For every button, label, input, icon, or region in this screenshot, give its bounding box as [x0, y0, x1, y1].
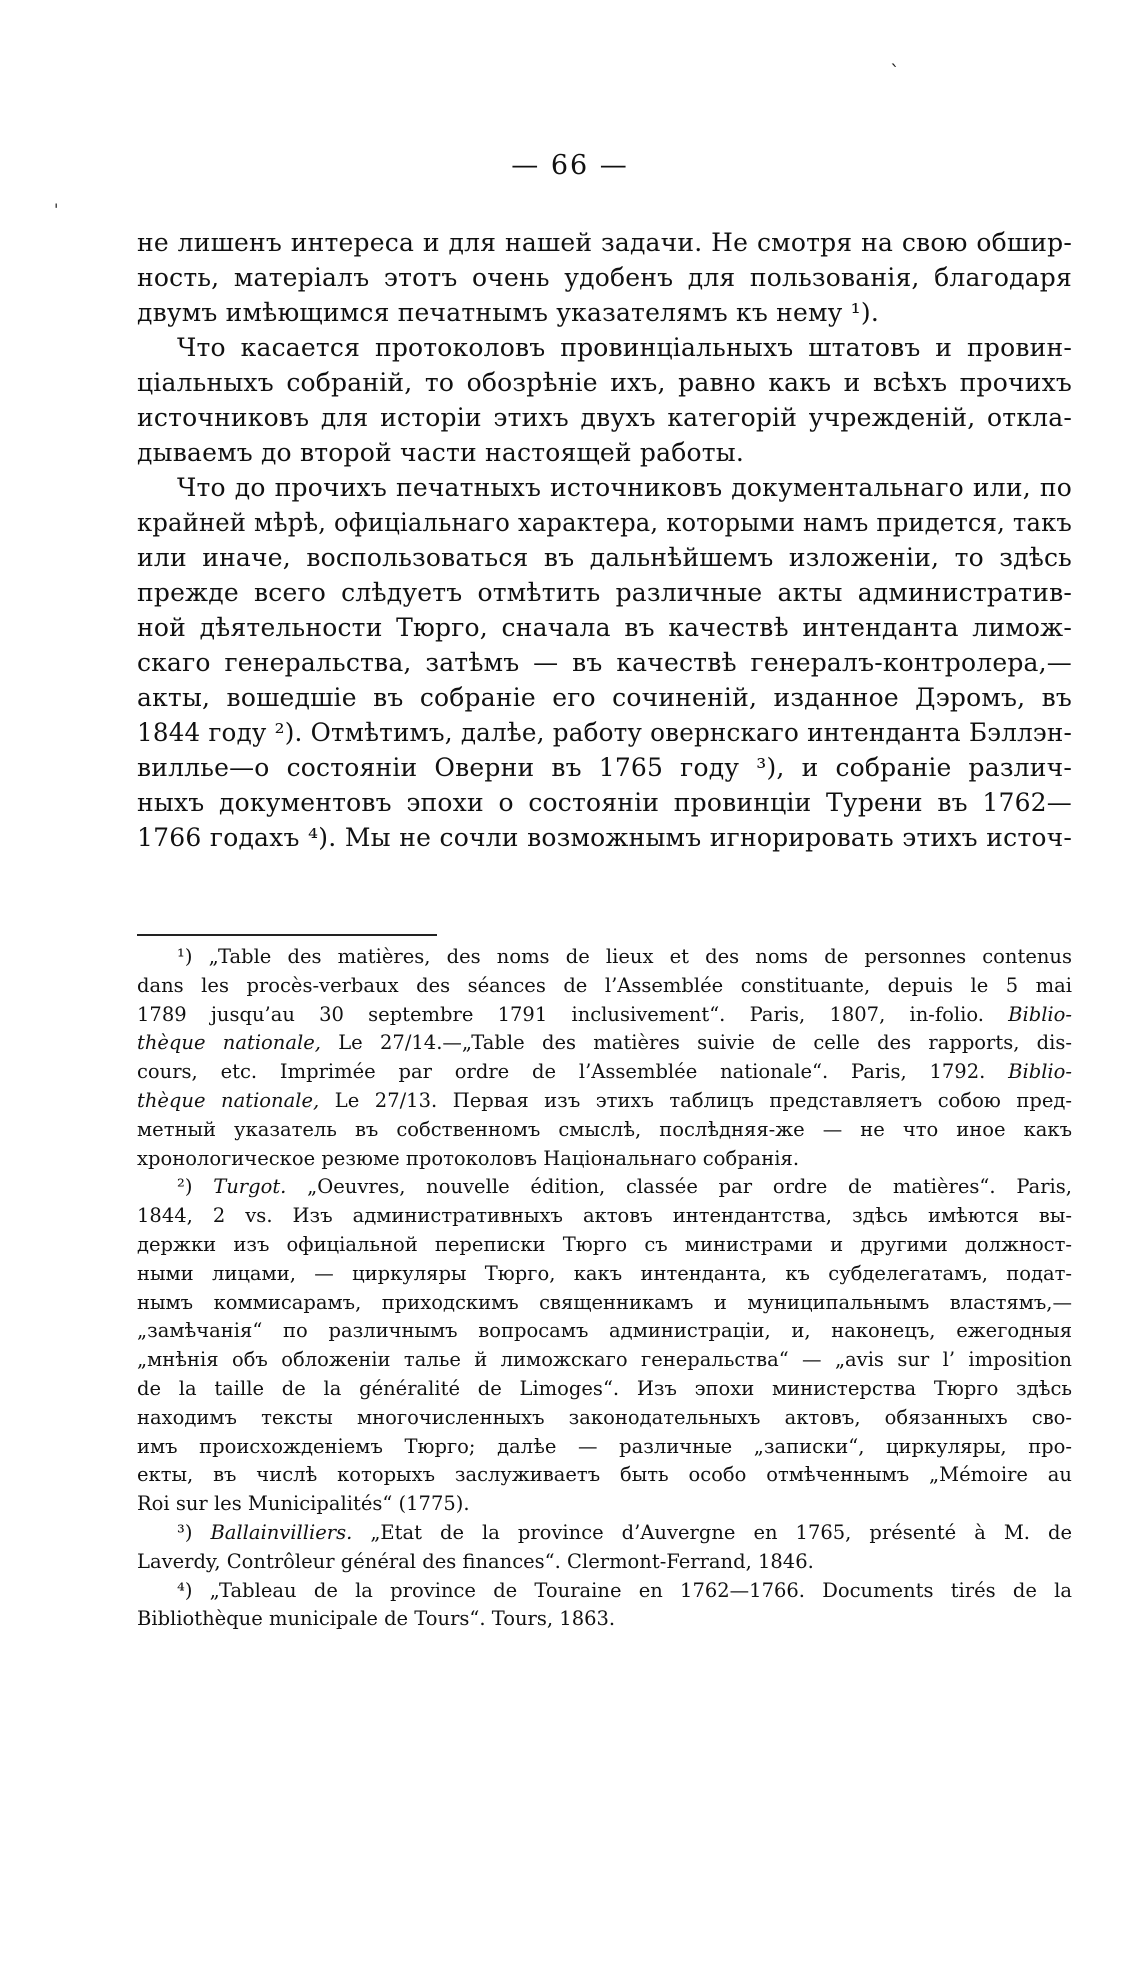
text-line: ность, матеріалъ этотъ очень удобенъ для пользованія, благодаря [137, 263, 1072, 292]
text-line: ціальныхъ собраній, то обозрѣніе ихъ, равно какъ и всѣхъ прочихъ [137, 368, 1072, 397]
footnote-line: de la taille de la généralité de Limoges“. Изъ эпохи министерства Тюрго здѣсь [137, 1376, 1072, 1400]
text-line: крайней мѣрѣ, офиціальнаго характера, которыми намъ придется, такъ [137, 508, 1072, 537]
text-line: прежде всего слѣдуетъ отмѣтить различные акты административ- [137, 578, 1072, 607]
stray-ink-mark: ` [890, 60, 900, 84]
footnote-line: ²) Turgot. „Oeuvres, nouvelle édition, classée par ordre de matières“. Paris, [177, 1175, 1072, 1199]
page-number: — 66 — [511, 150, 629, 181]
text-line: источниковъ для исторіи этихъ двухъ категорій учрежденій, откла- [137, 403, 1072, 432]
stray-ink-mark: ' [54, 200, 59, 219]
footnote-line: 1789 jusqu’au 30 septembre 1791 inclusivement“. Paris, 1807, in-folio. Biblio- [137, 1002, 1072, 1026]
footnote-line: thèque nationale, Le 27/14.—„Table des matières suivie de celle des rapports, dis- [137, 1031, 1072, 1055]
footnote-line: хронологическое резюме протоколовъ Національнаго собранія. [137, 1146, 800, 1170]
footnote-line: метный указатель въ собственномъ смыслѣ, послѣдняя-же — не что иное какъ [137, 1117, 1072, 1141]
text-line: скаго генеральства, затѣмъ — въ качествѣ генералъ-контролера,— [137, 648, 1072, 677]
text-line: виллье—о состояніи Оверни въ 1765 году ³), и собраніе различ- [137, 753, 1072, 782]
text-line: ныхъ документовъ эпохи о состояніи провинціи Турени въ 1762— [137, 788, 1072, 817]
footnote-line: 1844, 2 vs. Изъ административныхъ актовъ интендантства, здѣсь имѣются вы- [137, 1204, 1072, 1228]
text-line: 1844 году ²). Отмѣтимъ, далѣе, работу овернскаго интенданта Бэллэн- [137, 718, 1072, 747]
footnote-separator [137, 934, 437, 936]
text-line: ной дѣятельности Тюрго, сначала въ качествѣ интенданта лимож- [137, 613, 1072, 642]
main-text [137, 225, 1072, 855]
text-line: или иначе, воспользоваться въ дальнѣйшемъ изложеніи, то здѣсь [137, 543, 1072, 572]
footnote-line: thèque nationale, Le 27/13. Первая изъ этихъ таблицъ представляетъ собою пред- [137, 1088, 1073, 1112]
text-line: акты, вошедшіе въ собраніе его сочиненій, изданное Дэромъ, въ [137, 683, 1072, 712]
text-line: не лишенъ интереса и для нашей задачи. Не смотря на свою обшир- [137, 228, 1072, 257]
footnote-line: dans les procès-verbaux des séances de l’Assemblée constituante, depuis le 5 mai [137, 973, 1072, 997]
footnote-line: ³) Ballainvilliers. „Etat de la province d’Auvergne en 1765, présenté à M. de [177, 1520, 1073, 1544]
footnote-line: „замѣчанія“ по различнымъ вопросамъ администраціи, и, наконецъ, ежегодныя [137, 1319, 1072, 1343]
footnote-line: Roi sur les Municipalités“ (1775). [137, 1492, 470, 1516]
footnote-line: находимъ тексты многочисленныхъ законодательныхъ актовъ, обязанныхъ сво- [137, 1405, 1072, 1429]
footnote-line: нымъ коммисарамъ, приходскимъ священникамъ и муниципальнымъ властямъ,— [137, 1290, 1072, 1314]
footnote-line: Bibliothèque municipale de Tours“. Tours, 1863. [137, 1607, 616, 1631]
footnote-line: „мнѣнія объ обложеніи талье й лиможскаго генеральства“ — „avis sur l’ imposition [137, 1348, 1072, 1372]
text-line: дываемъ до второй части настоящей работы. [137, 438, 745, 467]
text-line: 1766 годахъ ⁴). Мы не сочли возможнымъ игнорировать этихъ источ- [137, 823, 1072, 852]
text-line: Что до прочихъ печатныхъ источниковъ документальнаго или, по [177, 473, 1072, 502]
footnote-line: Laverdy, Contrôleur général des finances“. Clermont-Ferrand, 1846. [137, 1549, 814, 1573]
footnote-line: ⁴) „Tableau de la province de Touraine en 1762—1766. Documents tirés de la [177, 1578, 1072, 1602]
footnotes [137, 943, 1072, 1634]
footnote-line: cours, etc. Imprimée par ordre de l’Assemblée nationale“. Paris, 1792. Biblio- [137, 1060, 1072, 1084]
footnote-line: имъ происхожденіемъ Тюрго; далѣе — различные „записки“, циркуляры, про- [137, 1434, 1072, 1458]
footnote-line: держки изъ офиціальной переписки Тюрго съ министрами и другими должност- [137, 1232, 1072, 1256]
text-line: двумъ имѣющимся печатнымъ указателямъ къ нему ¹). [137, 298, 879, 327]
footnote-line: ными лицами, — циркуляры Тюрго, какъ интенданта, къ субделегатамъ, подат- [137, 1261, 1072, 1285]
footnote-line: екты, въ числѣ которыхъ заслуживаетъ быть особо отмѣченнымъ „Mémoire au [137, 1463, 1072, 1487]
footnote-line: ¹) „Table des matières, des noms de lieux et des noms de personnes contenus [177, 945, 1072, 968]
text-line: Что касается протоколовъ провинціальныхъ штатовъ и провин- [177, 333, 1072, 362]
